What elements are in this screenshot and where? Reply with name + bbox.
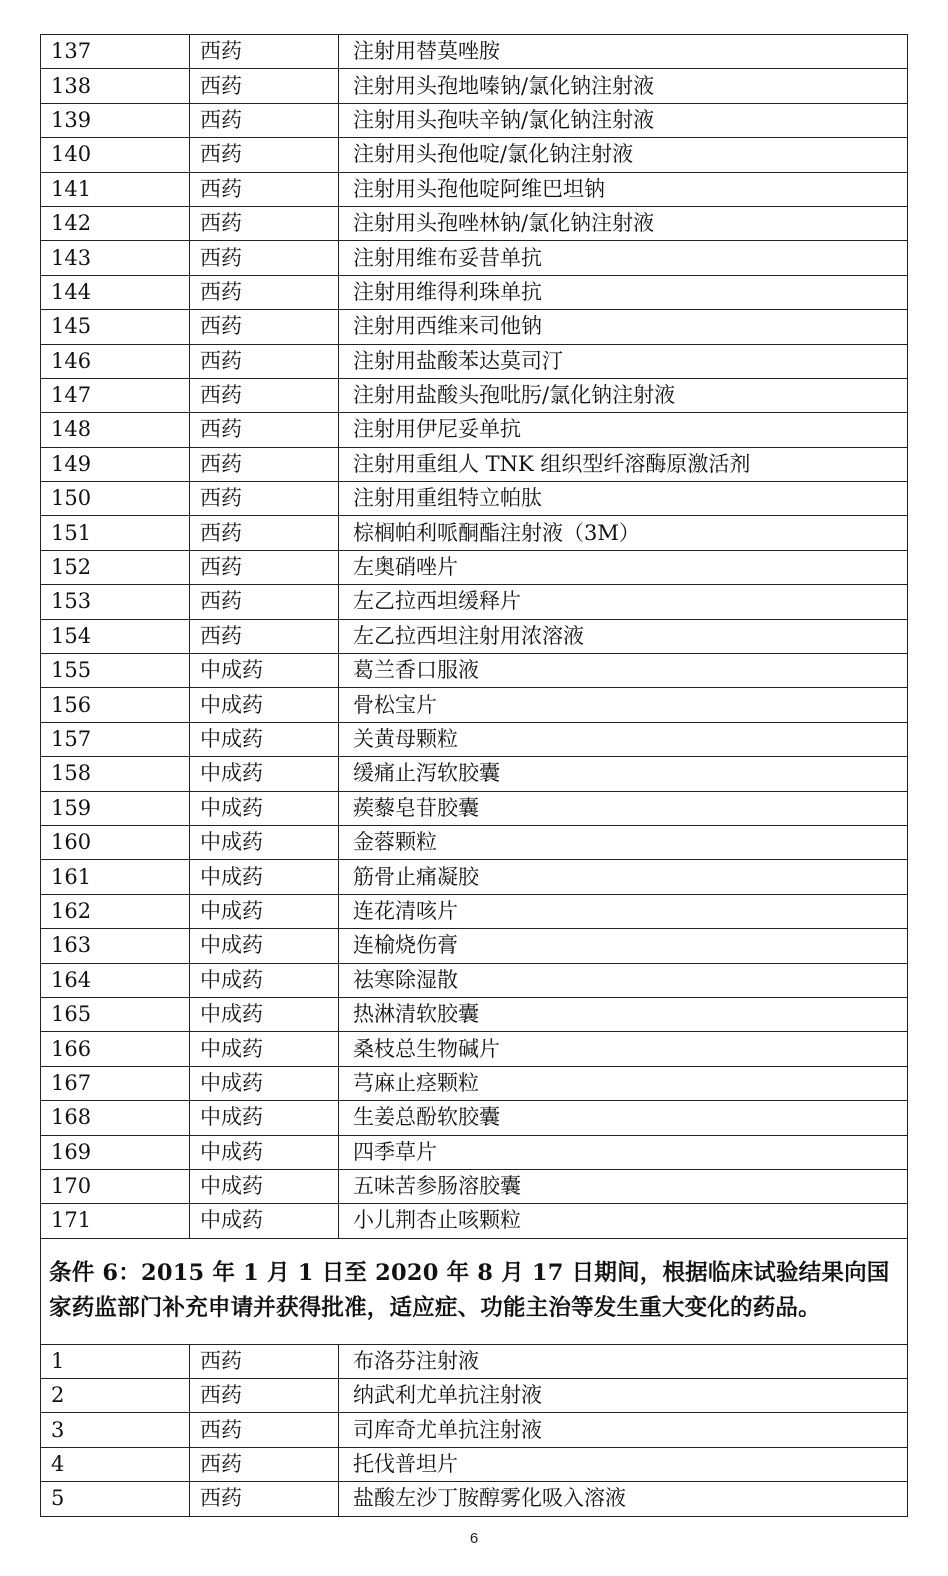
row-number: 3 [41, 1413, 190, 1447]
table-body-before [41, 35, 908, 1239]
row-number: 141 [41, 172, 190, 206]
row-category: 西药 [190, 550, 339, 584]
row-drug-name: 布洛芬注射液 [339, 1344, 908, 1378]
row-category: 西药 [190, 35, 339, 69]
row-drug-name: 金蓉颗粒 [339, 825, 908, 859]
row-drug-name: 纳武利尤单抗注射液 [339, 1379, 908, 1413]
table-row [41, 1204, 908, 1238]
row-category: 西药 [190, 619, 339, 653]
row-category: 中成药 [190, 963, 339, 997]
row-number: 147 [41, 378, 190, 412]
table-row [41, 791, 908, 825]
condition-text: 条件 6：2015 年 1 月 1 日至 2020 年 8 月 17 日期间，根据临床试验结果向国家药监部门补充申请并获得批准，适应症、功能主治等发生重大变化的药品。 [41, 1238, 908, 1344]
row-drug-name: 棕榈帕利哌酮酯注射液（3M） [339, 516, 908, 550]
row-category: 中成药 [190, 929, 339, 963]
row-drug-name: 骨松宝片 [339, 688, 908, 722]
table-body-after [41, 1344, 908, 1516]
table-row [41, 757, 908, 791]
row-category: 西药 [190, 1344, 339, 1378]
row-category: 西药 [190, 585, 339, 619]
row-category: 西药 [190, 138, 339, 172]
row-number: 140 [41, 138, 190, 172]
row-number: 5 [41, 1482, 190, 1516]
row-number: 160 [41, 825, 190, 859]
row-category: 西药 [190, 413, 339, 447]
row-drug-name: 五味苦参肠溶胶囊 [339, 1169, 908, 1203]
row-category: 西药 [190, 344, 339, 378]
row-category: 西药 [190, 69, 339, 103]
row-number: 143 [41, 241, 190, 275]
row-number: 139 [41, 103, 190, 137]
row-number: 151 [41, 516, 190, 550]
table-row [41, 1413, 908, 1447]
row-number: 152 [41, 550, 190, 584]
row-category: 西药 [190, 1413, 339, 1447]
row-drug-name: 热淋清软胶囊 [339, 997, 908, 1031]
table-row [41, 619, 908, 653]
row-drug-name: 托伐普坦片 [339, 1447, 908, 1481]
row-drug-name: 连花清咳片 [339, 894, 908, 928]
row-drug-name: 注射用替莫唑胺 [339, 35, 908, 69]
row-category: 中成药 [190, 791, 339, 825]
row-drug-name: 注射用重组特立帕肽 [339, 482, 908, 516]
row-drug-name: 葛兰香口服液 [339, 654, 908, 688]
row-category: 中成药 [190, 997, 339, 1031]
row-category: 西药 [190, 1379, 339, 1413]
row-category: 中成药 [190, 894, 339, 928]
row-number: 161 [41, 860, 190, 894]
table-row [41, 997, 908, 1031]
row-number: 163 [41, 929, 190, 963]
row-category: 中成药 [190, 860, 339, 894]
table-row [41, 310, 908, 344]
condition-row [41, 1238, 908, 1344]
table-row [41, 929, 908, 963]
row-category: 西药 [190, 172, 339, 206]
row-category: 西药 [190, 1482, 339, 1516]
table-row [41, 1344, 908, 1378]
row-drug-name: 注射用伊尼妥单抗 [339, 413, 908, 447]
row-number: 157 [41, 722, 190, 756]
table-row [41, 1032, 908, 1066]
row-drug-name: 注射用维布妥昔单抗 [339, 241, 908, 275]
row-drug-name: 左乙拉西坦缓释片 [339, 585, 908, 619]
table-row [41, 894, 908, 928]
row-drug-name: 缓痛止泻软胶囊 [339, 757, 908, 791]
row-category: 中成药 [190, 1066, 339, 1100]
row-number: 2 [41, 1379, 190, 1413]
row-drug-name: 注射用头孢他啶阿维巴坦钠 [339, 172, 908, 206]
row-number: 164 [41, 963, 190, 997]
table-row [41, 688, 908, 722]
row-drug-name: 左奥硝唑片 [339, 550, 908, 584]
row-number: 142 [41, 206, 190, 240]
table-row [41, 1482, 908, 1516]
row-drug-name: 注射用重组人 TNK 组织型纤溶酶原激活剂 [339, 447, 908, 481]
row-category: 中成药 [190, 1169, 339, 1203]
table-row [41, 275, 908, 309]
drug-list-table [40, 34, 908, 1517]
table-row [41, 860, 908, 894]
table-row [41, 138, 908, 172]
row-number: 137 [41, 35, 190, 69]
table-row [41, 241, 908, 275]
row-number: 158 [41, 757, 190, 791]
row-drug-name: 生姜总酚软胶囊 [339, 1101, 908, 1135]
row-drug-name: 祛寒除湿散 [339, 963, 908, 997]
row-drug-name: 芎麻止痉颗粒 [339, 1066, 908, 1100]
row-category: 中成药 [190, 1135, 339, 1169]
row-category: 中成药 [190, 1032, 339, 1066]
row-number: 170 [41, 1169, 190, 1203]
row-drug-name: 小儿荆杏止咳颗粒 [339, 1204, 908, 1238]
row-number: 149 [41, 447, 190, 481]
table-row [41, 1447, 908, 1481]
table-row [41, 206, 908, 240]
row-drug-name: 盐酸左沙丁胺醇雾化吸入溶液 [339, 1482, 908, 1516]
row-drug-name: 桑枝总生物碱片 [339, 1032, 908, 1066]
row-drug-name: 连榆烧伤膏 [339, 929, 908, 963]
table-row [41, 654, 908, 688]
table-row [41, 413, 908, 447]
table-row [41, 69, 908, 103]
row-category: 中成药 [190, 688, 339, 722]
table-row [41, 585, 908, 619]
row-drug-name: 注射用头孢呋辛钠/氯化钠注射液 [339, 103, 908, 137]
row-category: 中成药 [190, 757, 339, 791]
row-category: 中成药 [190, 722, 339, 756]
row-number: 145 [41, 310, 190, 344]
row-drug-name: 注射用盐酸头孢吡肟/氯化钠注射液 [339, 378, 908, 412]
row-drug-name: 注射用西维来司他钠 [339, 310, 908, 344]
row-number: 167 [41, 1066, 190, 1100]
row-number: 171 [41, 1204, 190, 1238]
row-drug-name: 四季草片 [339, 1135, 908, 1169]
row-number: 144 [41, 275, 190, 309]
row-category: 西药 [190, 310, 339, 344]
table-row [41, 550, 908, 584]
row-number: 169 [41, 1135, 190, 1169]
row-drug-name: 注射用头孢地嗪钠/氯化钠注射液 [339, 69, 908, 103]
row-category: 中成药 [190, 1101, 339, 1135]
row-drug-name: 蒺藜皂苷胶囊 [339, 791, 908, 825]
row-number: 168 [41, 1101, 190, 1135]
row-number: 146 [41, 344, 190, 378]
table-row [41, 378, 908, 412]
row-drug-name: 关黄母颗粒 [339, 722, 908, 756]
table-row [41, 1066, 908, 1100]
table-row [41, 103, 908, 137]
table-row [41, 963, 908, 997]
row-category: 西药 [190, 482, 339, 516]
row-number: 150 [41, 482, 190, 516]
table-row [41, 1169, 908, 1203]
row-drug-name: 筋骨止痛凝胶 [339, 860, 908, 894]
row-number: 1 [41, 1344, 190, 1378]
row-drug-name: 注射用维得利珠单抗 [339, 275, 908, 309]
row-category: 西药 [190, 103, 339, 137]
row-category: 中成药 [190, 1204, 339, 1238]
table-row [41, 447, 908, 481]
row-category: 西药 [190, 447, 339, 481]
table-row [41, 1379, 908, 1413]
row-category: 西药 [190, 206, 339, 240]
row-category: 西药 [190, 1447, 339, 1481]
table-row [41, 344, 908, 378]
row-category: 西药 [190, 275, 339, 309]
row-number: 154 [41, 619, 190, 653]
row-number: 166 [41, 1032, 190, 1066]
row-number: 156 [41, 688, 190, 722]
row-category: 中成药 [190, 654, 339, 688]
row-number: 4 [41, 1447, 190, 1481]
row-number: 153 [41, 585, 190, 619]
row-number: 155 [41, 654, 190, 688]
row-drug-name: 注射用头孢他啶/氯化钠注射液 [339, 138, 908, 172]
condition-section [41, 1238, 908, 1344]
row-number: 165 [41, 997, 190, 1031]
table-row [41, 1101, 908, 1135]
row-category: 西药 [190, 378, 339, 412]
row-number: 159 [41, 791, 190, 825]
table-row [41, 825, 908, 859]
row-category: 西药 [190, 241, 339, 275]
table-row [41, 482, 908, 516]
table-row [41, 35, 908, 69]
row-number: 148 [41, 413, 190, 447]
row-drug-name: 注射用盐酸苯达莫司汀 [339, 344, 908, 378]
page-number: 6 [469, 1530, 479, 1547]
row-drug-name: 司库奇尤单抗注射液 [339, 1413, 908, 1447]
table-row [41, 516, 908, 550]
row-drug-name: 注射用头孢唑林钠/氯化钠注射液 [339, 206, 908, 240]
row-drug-name: 左乙拉西坦注射用浓溶液 [339, 619, 908, 653]
row-number: 162 [41, 894, 190, 928]
row-category: 中成药 [190, 825, 339, 859]
row-category: 西药 [190, 516, 339, 550]
row-number: 138 [41, 69, 190, 103]
table-row [41, 172, 908, 206]
table-row [41, 722, 908, 756]
table-row [41, 1135, 908, 1169]
